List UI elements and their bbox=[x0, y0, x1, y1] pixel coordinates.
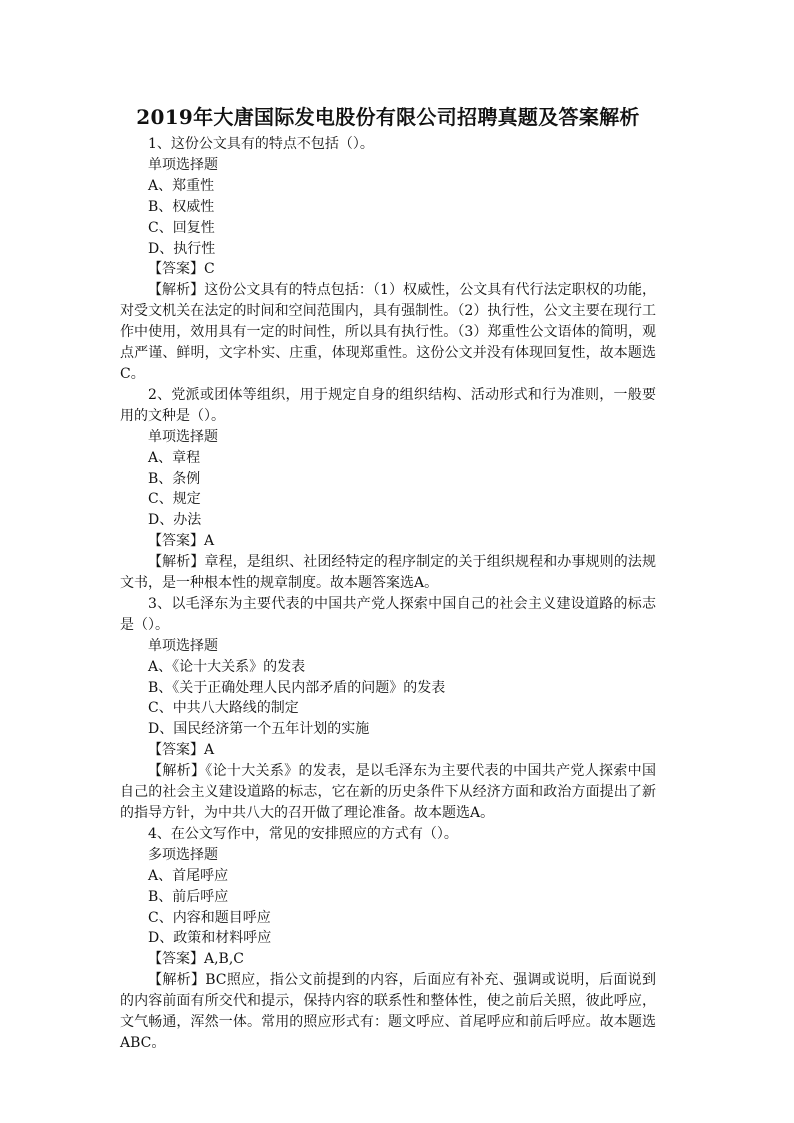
page-title: 2019年大唐国际发电股份有限公司招聘真题及答案解析 bbox=[136, 105, 640, 129]
option-d: D、政策和材料呼应 bbox=[148, 930, 272, 947]
question-stem: 2、党派或团体等组织，用于规定自身的组织结构、活动形式和行为准则，一般要用的文种是（）。 bbox=[120, 386, 656, 424]
option-d: D、执行性 bbox=[148, 240, 216, 257]
option-c: C、内容和题目呼应 bbox=[148, 909, 271, 926]
analysis: 【解析】《论十大关系》的发表，是以毛泽东为主要代表的中国共产党人探索中国自己的社会主义建设道路的标志，它在新的历史条件下从经济方面和政治方面提出了新的指导方针，为中共八大的召开做了理论准备。故本题选A。 bbox=[120, 763, 656, 821]
option-b: B、权威性 bbox=[148, 198, 215, 215]
answer: 【答案】A bbox=[148, 742, 215, 759]
question-stem: 3、以毛泽东为主要代表的中国共产党人探索中国自己的社会主义建设道路的标志是（）。 bbox=[120, 595, 656, 633]
answer: 【答案】C bbox=[148, 261, 215, 278]
question-type: 多项选择题 bbox=[148, 846, 218, 863]
question-3 bbox=[120, 594, 656, 824]
option-c: C、回复性 bbox=[148, 219, 215, 236]
option-d: D、办法 bbox=[148, 512, 202, 529]
answer: 【答案】A,B,C bbox=[148, 951, 245, 968]
question-4 bbox=[120, 824, 656, 1054]
option-a: A、首尾呼应 bbox=[148, 867, 229, 884]
option-b: B、前后呼应 bbox=[148, 888, 229, 905]
option-a: A、郑重性 bbox=[148, 177, 215, 194]
option-b: B、《关于正确处理人民内部矛盾的问题》的发表 bbox=[148, 679, 446, 696]
question-type: 单项选择题 bbox=[148, 637, 218, 654]
question-2 bbox=[120, 385, 656, 594]
answer: 【答案】A bbox=[148, 533, 215, 550]
question-type: 单项选择题 bbox=[148, 156, 218, 173]
question-stem: 4、在公文写作中，常见的安排照应的方式有（）。 bbox=[148, 825, 458, 842]
option-a: A、《论十大关系》的发表 bbox=[148, 658, 306, 675]
question-type: 单项选择题 bbox=[148, 428, 218, 445]
analysis: 【解析】BC照应，指公文前提到的内容，后面应有补充、强调或说明，后面说到的内容前面有所交代和提示，保持内容的联系性和整体性，使之前后关照，彼此呼应，文气畅通，浑然一体。常用的照应形式有：题文呼应、首尾呼应和前后呼应。故本题选ABC。 bbox=[120, 972, 656, 1051]
option-c: C、规定 bbox=[148, 491, 201, 508]
option-b: B、条例 bbox=[148, 470, 201, 487]
option-a: A、章程 bbox=[148, 449, 201, 466]
option-d: D、国民经济第一个五年计划的实施 bbox=[148, 721, 370, 738]
option-c: C、中共八大路线的制定 bbox=[148, 700, 299, 717]
analysis: 【解析】章程，是组织、社团经特定的程序制定的关于组织规程和办事规则的法规文书，是一种根本性的规章制度。故本题答案选A。 bbox=[120, 554, 656, 592]
question-1 bbox=[120, 134, 656, 385]
question-stem: 1、这份公文具有的特点不包括（）。 bbox=[148, 136, 374, 152]
analysis: 【解析】这份公文具有的特点包括：（1）权威性，公文具有代行法定职权的功能，对受文机关在法定的时间和空间范围内，具有强制性。（2）执行性，公文主要在现行工作中使用，效用具有一定的时间性，所以具有执行性。（3）郑重性公文语体的简明，观点严谨、鲜明，文字朴实、庄重，体现郑重性。这份公文并没有体现回复性，故本题选C。 bbox=[120, 282, 656, 382]
